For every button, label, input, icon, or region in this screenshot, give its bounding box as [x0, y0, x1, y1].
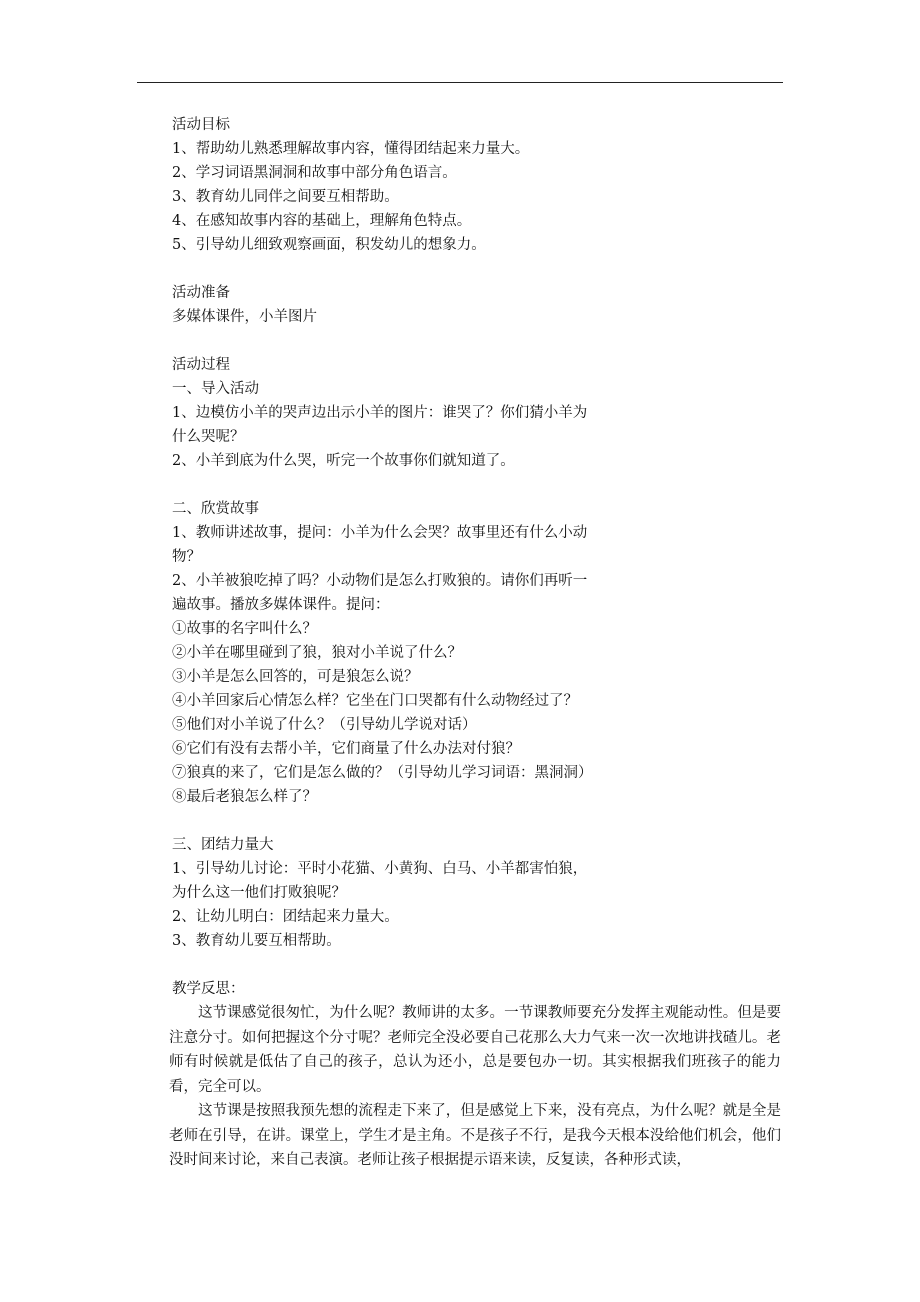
list-item: 遍故事。播放多媒体课件。提问： — [172, 597, 390, 613]
list-item: 2、让幼儿明白：团结起来力量大。 — [172, 909, 399, 925]
reflection-paragraph: 这节课感觉很匆忙，为什么呢？教师讲的太多。一节课教师要充分发挥主观能动性。但是要注意分寸。如何把握这个分寸呢？老师完全没必要自己花那么大力气来一次一次地讲找碴儿。老师有时候就是低估了自己的孩子，总认为还小，总是要包办一切。其实根据我们班孩子的能力看，完全可以。 — [169, 1005, 781, 1095]
section-title: 一、导入活动 — [172, 381, 259, 397]
list-item: ⑥它们有没有去帮小羊，它们商量了什么办法对付狼？ — [172, 741, 520, 757]
list-item: ①故事的名字叫什么？ — [172, 621, 317, 637]
list-item: ⑦狼真的来了，它们是怎么做的？（引导幼儿学习词语：黑洞洞） — [172, 765, 593, 781]
list-item: ④小羊回家后心情怎么样？它坐在门口哭都有什么动物经过了？ — [172, 693, 578, 709]
list-item: 物？ — [172, 549, 201, 565]
prep-heading: 活动准备 — [172, 285, 230, 301]
document-body — [169, 113, 792, 1173]
process-heading: 活动过程 — [172, 357, 230, 373]
goal-item: 1、帮助幼儿熟悉理解故事内容，懂得团结起来力量大。 — [172, 141, 530, 157]
list-item: 2、小羊到底为什么哭，听完一个故事你们就知道了。 — [172, 453, 515, 469]
list-item: ③小羊是怎么回答的，可是狼怎么说？ — [172, 669, 419, 685]
goal-item: 4、在感知故事内容的基础上，理解角色特点。 — [172, 213, 472, 229]
goal-item: 2、学习词语黑洞洞和故事中部分角色语言。 — [172, 165, 457, 181]
list-item: ⑤他们对小羊说了什么？（引导幼儿学说对话） — [172, 717, 477, 733]
list-item: 1、引导幼儿讨论：平时小花猫、小黄狗、白马、小羊都害怕狼， — [172, 861, 588, 877]
list-item: 2、小羊被狼吃掉了吗？小动物们是怎么打败狼的。请你们再听一 — [172, 573, 588, 589]
goals-heading: 活动目标 — [172, 117, 230, 133]
list-item: 为什么这一他们打败狼呢？ — [172, 885, 346, 901]
list-item: 什么哭呢？ — [172, 429, 245, 445]
list-item: 3、教育幼儿要互相帮助。 — [172, 933, 341, 949]
section-title: 二、欣赏故事 — [172, 501, 259, 517]
list-item: ②小羊在哪里碰到了狼，狼对小羊说了什么？ — [172, 645, 462, 661]
reflection-heading: 教学反思： — [172, 981, 245, 997]
reflection-paragraph: 这节课是按照我预先想的流程走下来了，但是感觉上下来，没有亮点，为什么呢？就是全是老师在引导，在讲。课堂上，学生才是主角。不是孩子不行，是我今天根本没给他们机会，他们没时间来讨论，来自己表演。老师让孩子根据提示语来读，反复读，各种形式读， — [169, 1103, 781, 1168]
section-title: 三、团结力量大 — [172, 837, 274, 853]
goal-item: 5、引导幼儿细致观察画面，积发幼儿的想象力。 — [172, 237, 486, 253]
goal-item: 3、教育幼儿同伴之间要互相帮助。 — [172, 189, 399, 205]
header-rule — [137, 82, 783, 83]
prep-text: 多媒体课件，小羊图片 — [172, 309, 317, 325]
list-item: ⑧最后老狼怎么样了？ — [172, 789, 317, 805]
list-item: 1、教师讲述故事，提问：小羊为什么会哭？故事里还有什么小动 — [172, 525, 588, 541]
list-item: 1、边模仿小羊的哭声边出示小羊的图片：谁哭了？你们猜小羊为 — [172, 405, 588, 421]
